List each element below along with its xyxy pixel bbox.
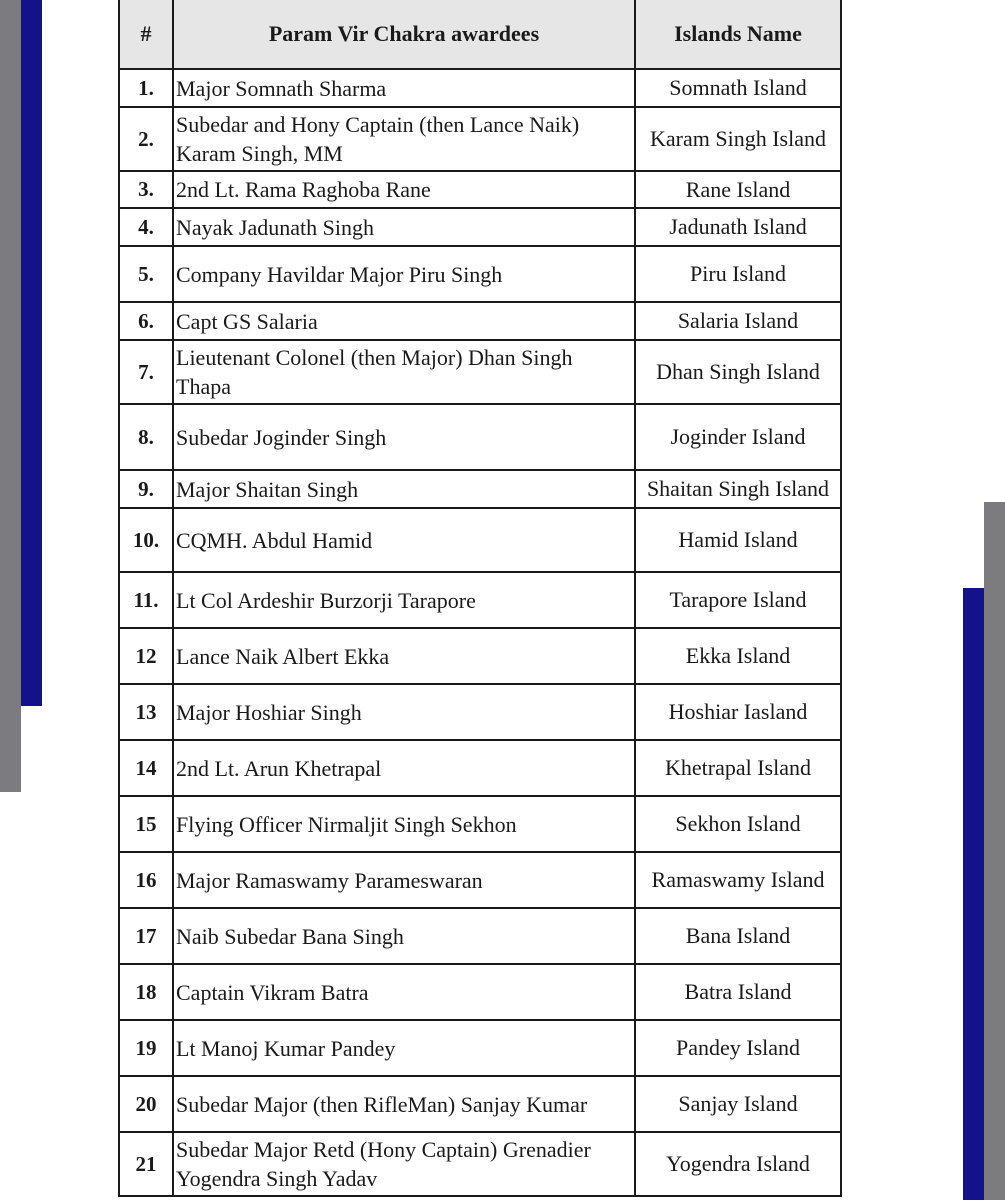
island-name: Sanjay Island [635,1076,841,1132]
island-name: Pandey Island [635,1020,841,1076]
row-number: 15 [119,796,173,852]
header-islands-name: Islands Name [635,0,841,69]
island-name: Somnath Island [635,69,841,107]
left-navy-bar [21,0,42,706]
table-row [119,572,841,628]
awardee-name: Subedar and Hony Captain (then Lance Naik) Karam Singh, MM [173,107,635,171]
left-gray-bar [0,0,21,792]
island-name: Joginder Island [635,404,841,470]
row-number: 13 [119,684,173,740]
island-name: Ekka Island [635,628,841,684]
table-row [119,69,841,107]
row-number: 4. [119,208,173,246]
awardee-name: Capt GS Salaria [173,302,635,340]
island-name: Bana Island [635,908,841,964]
awardee-name: Subedar Major Retd (Hony Captain) Grenadier Yogendra Singh Yadav [173,1132,635,1196]
right-gray-bar [984,502,1005,1200]
table-row [119,628,841,684]
island-name: Sekhon Island [635,796,841,852]
awardee-name: Subedar Joginder Singh [173,404,635,470]
row-number: 1. [119,69,173,107]
row-number: 16 [119,852,173,908]
table-row [119,246,841,302]
header-number: # [119,0,173,69]
row-number: 17 [119,908,173,964]
right-navy-bar [963,588,984,1200]
table-row [119,1076,841,1132]
row-number: 20 [119,1076,173,1132]
table-row [119,1132,841,1196]
row-number: 9. [119,470,173,508]
row-number: 12 [119,628,173,684]
island-name: Piru Island [635,246,841,302]
row-number: 11. [119,572,173,628]
table-row [119,208,841,246]
island-name: Ramaswamy Island [635,852,841,908]
awardee-name: Major Ramaswamy Parameswaran [173,852,635,908]
island-name: Tarapore Island [635,572,841,628]
table-row [119,302,841,340]
table-row [119,404,841,470]
table-row [119,470,841,508]
awardee-name: Nayak Jadunath Singh [173,208,635,246]
row-number: 3. [119,171,173,208]
awardee-name: 2nd Lt. Rama Raghoba Rane [173,171,635,208]
row-number: 14 [119,740,173,796]
awardee-name: Lieutenant Colonel (then Major) Dhan Singh Thapa [173,340,635,404]
awardee-name: Flying Officer Nirmaljit Singh Sekhon [173,796,635,852]
awardee-name: Captain Vikram Batra [173,964,635,1020]
awardee-name: Lt Col Ardeshir Burzorji Tarapore [173,572,635,628]
table-header-row [119,0,841,69]
awardee-name: Company Havildar Major Piru Singh [173,246,635,302]
island-name: Jadunath Island [635,208,841,246]
awardee-name: 2nd Lt. Arun Khetrapal [173,740,635,796]
table-row [119,852,841,908]
awardee-name: Major Shaitan Singh [173,470,635,508]
island-name: Karam Singh Island [635,107,841,171]
row-number: 21 [119,1132,173,1196]
table-row [119,107,841,171]
table-row [119,171,841,208]
param-vir-chakra-islands-table [118,0,842,1197]
row-number: 5. [119,246,173,302]
island-name: Salaria Island [635,302,841,340]
island-name: Dhan Singh Island [635,340,841,404]
table-row [119,796,841,852]
row-number: 8. [119,404,173,470]
table-row [119,340,841,404]
row-number: 10. [119,508,173,572]
table-row [119,740,841,796]
awardee-name: CQMH. Abdul Hamid [173,508,635,572]
awardee-name: Naib Subedar Bana Singh [173,908,635,964]
awardee-name: Lt Manoj Kumar Pandey [173,1020,635,1076]
row-number: 19 [119,1020,173,1076]
awardee-name: Major Somnath Sharma [173,69,635,107]
header-awardees: Param Vir Chakra awardees [173,0,635,69]
island-name: Khetrapal Island [635,740,841,796]
table-row [119,1020,841,1076]
row-number: 6. [119,302,173,340]
table-row [119,964,841,1020]
island-name: Batra Island [635,964,841,1020]
island-name: Yogendra Island [635,1132,841,1196]
island-name: Hoshiar Iasland [635,684,841,740]
awardee-name: Subedar Major (then RifleMan) Sanjay Kumar [173,1076,635,1132]
island-name: Hamid Island [635,508,841,572]
table-row [119,684,841,740]
table-row [119,508,841,572]
awardee-name: Major Hoshiar Singh [173,684,635,740]
row-number: 7. [119,340,173,404]
awardee-name: Lance Naik Albert Ekka [173,628,635,684]
row-number: 18 [119,964,173,1020]
table-row [119,908,841,964]
island-name: Rane Island [635,171,841,208]
row-number: 2. [119,107,173,171]
island-name: Shaitan Singh Island [635,470,841,508]
